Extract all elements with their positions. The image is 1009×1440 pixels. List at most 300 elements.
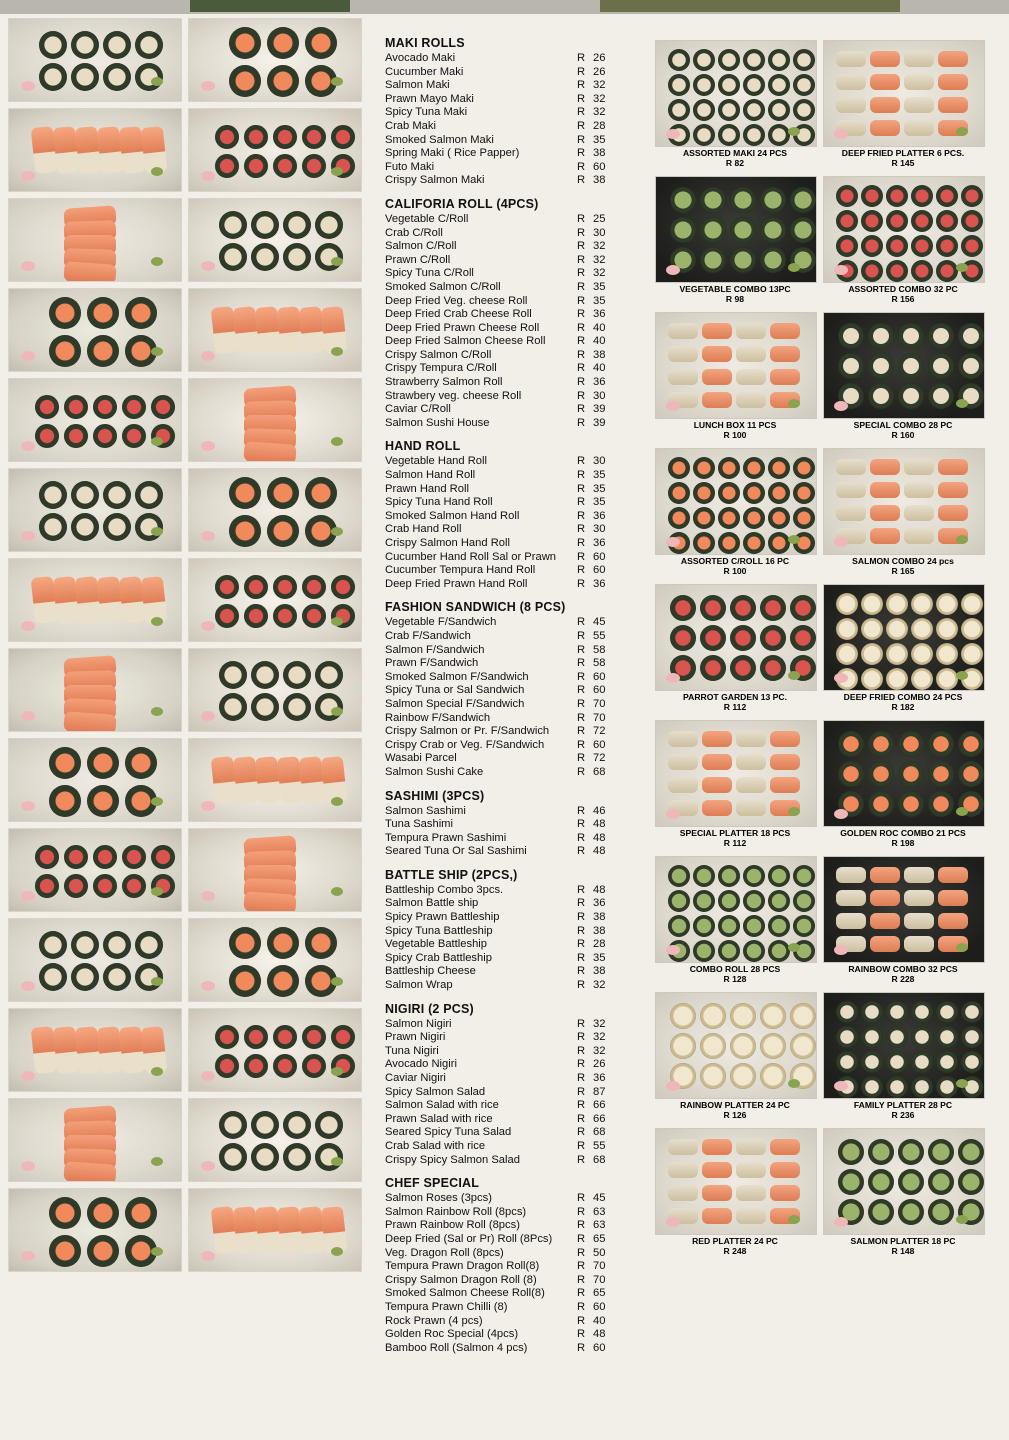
- sushi-piece: [215, 1025, 239, 1049]
- sushi-piece: [315, 211, 343, 239]
- menu-item-row: [385, 712, 645, 726]
- ginger-garnish: [666, 1081, 680, 1091]
- menu-item-price: 36: [593, 577, 606, 590]
- wasabi-garnish: [331, 797, 343, 806]
- menu-item-name: Crab Salad with rice: [385, 1139, 486, 1152]
- plate-background: [189, 1009, 361, 1091]
- platter-photo: [655, 40, 817, 147]
- menu-item-name: Cucumber Maki: [385, 65, 464, 78]
- sushi-piece: [911, 235, 933, 257]
- menu-item-row: [385, 805, 645, 819]
- currency-symbol: R: [577, 106, 586, 119]
- sushi-piece: [251, 211, 279, 239]
- sushi-piece: [836, 913, 866, 929]
- menu-item-name: Salmon Special F/Sandwich: [385, 697, 525, 710]
- sushi-piece: [743, 532, 765, 554]
- sushi-piece: [770, 731, 800, 747]
- sushi-piece: [790, 1003, 816, 1029]
- currency-symbol: R: [577, 147, 586, 160]
- sushi-piece: [215, 154, 239, 178]
- ginger-garnish: [666, 265, 680, 275]
- menu-item-name: Salmon Sashimi: [385, 804, 466, 817]
- sushi-piece: [793, 457, 815, 479]
- menu-item-price: 30: [593, 226, 606, 239]
- sushi-piece: [743, 865, 765, 887]
- menu-item-row: [385, 469, 645, 483]
- menu-item-row: [385, 1113, 645, 1127]
- sushi-piece: [693, 915, 715, 937]
- menu-item-price: 30: [593, 523, 606, 536]
- ginger-garnish: [201, 81, 215, 91]
- sushi-piece: [936, 1001, 958, 1023]
- ginger-garnish: [21, 171, 35, 181]
- currency-symbol: R: [577, 376, 586, 389]
- menu-section: [385, 197, 645, 431]
- currency-symbol: R: [577, 1058, 586, 1071]
- sushi-piece: [668, 507, 690, 529]
- sushi-piece: [938, 97, 968, 113]
- sushi-piece: [668, 1162, 698, 1178]
- currency-symbol: R: [577, 831, 586, 844]
- menu-item-name: Crispy Tempura C/Roll: [385, 362, 497, 375]
- currency-symbol: R: [577, 911, 586, 924]
- sushi-piece: [87, 1197, 119, 1229]
- menu-item-price: 60: [593, 1341, 606, 1354]
- sushi-piece: [911, 618, 933, 640]
- sushi-piece: [868, 731, 894, 757]
- menu-item-price: 60: [593, 670, 606, 683]
- menu-item-price: 68: [593, 1126, 606, 1139]
- menu-item-price: 48: [593, 845, 606, 858]
- sushi-piece: [836, 97, 866, 113]
- currency-symbol: R: [577, 1044, 586, 1057]
- menu-item-row: [385, 1301, 645, 1315]
- sushi-piece: [836, 185, 858, 207]
- menu-item-price: 48: [593, 883, 606, 896]
- menu-item-price: 26: [593, 65, 606, 78]
- menu-item-row: [385, 349, 645, 363]
- menu-item-name: Avocado Nigiri: [385, 1058, 457, 1071]
- menu-item-name: Salmon Nigiri: [385, 1017, 452, 1030]
- sushi-piece: [302, 125, 326, 149]
- currency-symbol: R: [577, 684, 586, 697]
- menu-item-name: Spicy Salmon Salad: [385, 1085, 486, 1098]
- sushi-piece: [305, 477, 337, 509]
- menu-item-row: [385, 884, 645, 898]
- menu-item-row: [385, 213, 645, 227]
- sushi-piece: [911, 185, 933, 207]
- sushi-piece: [219, 693, 247, 721]
- wasabi-garnish: [331, 437, 343, 446]
- wasabi-garnish: [151, 167, 163, 176]
- menu-item-row: [385, 725, 645, 739]
- sushi-piece: [870, 97, 900, 113]
- sushi-piece: [743, 940, 765, 962]
- sushi-piece: [938, 867, 968, 883]
- wasabi-garnish: [151, 887, 163, 896]
- currency-symbol: R: [577, 1341, 586, 1354]
- menu-item-name: Crispy Salmon Dragon Roll (8): [385, 1273, 537, 1286]
- platter-card: [823, 448, 983, 576]
- sushi-piece: [135, 481, 163, 509]
- sushi-piece: [125, 297, 157, 329]
- menu-item-name: Spicy Tuna C/Roll: [385, 267, 474, 280]
- menu-item-name: Golden Roc Special (4pcs): [385, 1328, 519, 1341]
- menu-item-price: 66: [593, 1099, 606, 1112]
- currency-symbol: R: [577, 738, 586, 751]
- menu-item-price: 35: [593, 951, 606, 964]
- menu-item-price: 68: [593, 1153, 606, 1166]
- sushi-piece: [273, 1054, 297, 1078]
- sushi-piece: [251, 1111, 279, 1139]
- ginger-garnish: [834, 1081, 848, 1091]
- menu-item-price: 60: [593, 550, 606, 563]
- menu-item-row: [385, 322, 645, 336]
- sushi-piece: [961, 593, 983, 615]
- platter-price: R 182: [891, 702, 915, 712]
- food-photo: [188, 738, 362, 822]
- sushi-piece: [103, 931, 131, 959]
- food-photo: [188, 198, 362, 282]
- ginger-garnish: [201, 981, 215, 991]
- menu-item-name: Prawn Nigiri: [385, 1031, 446, 1044]
- ginger-garnish: [21, 531, 35, 541]
- sushi-piece: [87, 785, 119, 817]
- menu-section-title: NIGIRI (2 PCS): [385, 1001, 474, 1016]
- menu-item-row: [385, 911, 645, 925]
- ginger-garnish: [834, 129, 848, 139]
- menu-item-name: Crab Maki: [385, 119, 436, 132]
- currency-symbol: R: [577, 1314, 586, 1327]
- sushi-piece: [668, 915, 690, 937]
- wasabi-garnish: [151, 797, 163, 806]
- currency-symbol: R: [577, 92, 586, 105]
- platter-photo: [655, 312, 817, 419]
- food-photo: [8, 738, 182, 822]
- ginger-garnish: [666, 537, 680, 547]
- sushi-piece: [868, 761, 894, 787]
- platter-name: VEGETABLE COMBO 13PC: [679, 284, 791, 294]
- platter-name: SPECIAL PLATTER 18 PCS: [679, 828, 791, 838]
- sushi-piece: [700, 187, 726, 213]
- wasabi-garnish: [788, 807, 800, 816]
- menu-item-row: [385, 684, 645, 698]
- menu-item-row: [385, 1342, 645, 1356]
- sushi-piece: [215, 125, 239, 149]
- sushi-piece: [730, 1003, 756, 1029]
- currency-symbol: R: [577, 1031, 586, 1044]
- menu-item-row: [385, 1328, 645, 1342]
- sushi-piece: [103, 963, 131, 991]
- sushi-piece: [718, 99, 740, 121]
- sushi-piece: [49, 785, 81, 817]
- menu-item-row: [385, 417, 645, 431]
- sushi-piece: [718, 865, 740, 887]
- sushi-piece: [836, 643, 858, 665]
- sushi-piece: [668, 99, 690, 121]
- ginger-garnish: [21, 891, 35, 901]
- menu-item-price: 70: [593, 1273, 606, 1286]
- platter-price: R 126: [723, 1110, 747, 1120]
- ginger-garnish: [201, 891, 215, 901]
- platter-photo: [655, 1128, 817, 1235]
- menu-item-price: 38: [593, 174, 606, 187]
- sushi-piece: [35, 874, 59, 898]
- platter-card: [655, 176, 815, 304]
- menu-item-row: [385, 362, 645, 376]
- sushi-piece: [861, 643, 883, 665]
- sushi-piece: [770, 1185, 800, 1201]
- currency-symbol: R: [577, 362, 586, 375]
- sushi-piece: [718, 49, 740, 71]
- sushi-piece: [886, 593, 908, 615]
- sushi-piece: [273, 575, 297, 599]
- sushi-piece: [700, 1033, 726, 1059]
- sushi-piece: [904, 74, 934, 90]
- currency-symbol: R: [577, 119, 586, 132]
- menu-item-price: 40: [593, 362, 606, 375]
- menu-item-price: 32: [593, 79, 606, 92]
- currency-symbol: R: [577, 670, 586, 683]
- sushi-piece: [868, 791, 894, 817]
- top-banner-right: [600, 0, 900, 12]
- sushi-piece: [718, 457, 740, 479]
- menu-item-row: [385, 1154, 645, 1168]
- sushi-piece: [670, 595, 696, 621]
- menu-item-name: Tempura Prawn Dragon Roll(8): [385, 1260, 540, 1273]
- wasabi-garnish: [331, 77, 343, 86]
- menu-item-price: 70: [593, 697, 606, 710]
- sushi-piece: [71, 931, 99, 959]
- sushi-piece: [668, 49, 690, 71]
- sushi-piece: [331, 125, 355, 149]
- menu-item-row: [385, 308, 645, 322]
- platter-card: [823, 1128, 983, 1256]
- menu-item-name: Smoked Salmon Cheese Roll(8): [385, 1287, 545, 1300]
- food-photo: [8, 198, 182, 282]
- currency-symbol: R: [577, 765, 586, 778]
- sushi-piece: [836, 1001, 858, 1023]
- ginger-garnish: [21, 981, 35, 991]
- menu-item-row: [385, 1126, 645, 1140]
- menu-item-row: [385, 240, 645, 254]
- sushi-piece: [770, 323, 800, 339]
- sushi-piece: [838, 353, 864, 379]
- sushi-piece: [911, 593, 933, 615]
- sushi-piece: [768, 74, 790, 96]
- food-photo: [8, 558, 182, 642]
- sushi-piece: [770, 1139, 800, 1155]
- sushi-piece: [71, 513, 99, 541]
- sushi-piece: [770, 346, 800, 362]
- sushi-piece: [760, 1003, 786, 1029]
- currency-symbol: R: [577, 133, 586, 146]
- menu-item-name: Salmon C/Roll: [385, 240, 457, 253]
- menu-item-name: Seared Tuna Or Sal Sashimi: [385, 845, 527, 858]
- sushi-piece: [63, 1161, 116, 1182]
- sushi-piece: [768, 457, 790, 479]
- platter-grid: [655, 40, 1003, 1264]
- menu-item-name: Crispy Salmon C/Roll: [385, 348, 492, 361]
- menu-item-row: [385, 657, 645, 671]
- food-photo: [188, 108, 362, 192]
- sushi-piece: [103, 513, 131, 541]
- sushi-piece: [670, 187, 696, 213]
- platter-column: [655, 40, 1003, 1264]
- menu-item-row: [385, 335, 645, 349]
- sushi-piece: [693, 890, 715, 912]
- sushi-piece: [958, 1139, 984, 1165]
- menu-item-row: [385, 818, 645, 832]
- sushi-piece: [870, 482, 900, 498]
- sushi-piece: [768, 865, 790, 887]
- sushi-piece: [736, 369, 766, 385]
- menu-item-row: [385, 766, 645, 780]
- platter-photo: [823, 176, 985, 283]
- currency-symbol: R: [577, 564, 586, 577]
- menu-item-name: Salmon Sushi Cake: [385, 765, 484, 778]
- sushi-piece: [898, 323, 924, 349]
- platter-card: [655, 992, 815, 1120]
- sushi-piece: [670, 217, 696, 243]
- sushi-piece: [790, 187, 816, 213]
- ginger-garnish: [201, 711, 215, 721]
- currency-symbol: R: [577, 79, 586, 92]
- menu-item-price: 35: [593, 482, 606, 495]
- platter-name: SPECIAL COMBO 28 PC: [853, 420, 953, 430]
- sushi-piece: [736, 731, 766, 747]
- menu-item-price: 30: [593, 455, 606, 468]
- menu-item-row: [385, 403, 645, 417]
- currency-symbol: R: [577, 335, 586, 348]
- sushi-piece: [730, 625, 756, 651]
- sushi-piece: [331, 1025, 355, 1049]
- platter-photo: [823, 312, 985, 419]
- sushi-piece: [836, 505, 866, 521]
- menu-item-name: Tuna Nigiri: [385, 1044, 439, 1057]
- sushi-piece: [693, 482, 715, 504]
- ginger-garnish: [21, 1161, 35, 1171]
- currency-symbol: R: [577, 725, 586, 738]
- sushi-piece: [71, 481, 99, 509]
- menu-item-row: [385, 1072, 645, 1086]
- wasabi-garnish: [331, 1067, 343, 1076]
- sushi-piece: [768, 49, 790, 71]
- platter-name: GOLDEN ROC COMBO 21 PCS: [840, 828, 966, 838]
- ginger-garnish: [21, 1251, 35, 1261]
- wasabi-garnish: [151, 707, 163, 716]
- sushi-piece: [836, 867, 866, 883]
- menu-item-row: [385, 1031, 645, 1045]
- sushi-piece: [904, 913, 934, 929]
- menu-item-row: [385, 616, 645, 630]
- sushi-piece: [836, 459, 866, 475]
- sushi-piece: [870, 936, 900, 952]
- sushi-piece: [928, 383, 954, 409]
- sushi-piece: [693, 532, 715, 554]
- menu-item-price: 63: [593, 1205, 606, 1218]
- ginger-garnish: [201, 801, 215, 811]
- currency-symbol: R: [577, 174, 586, 187]
- sushi-piece: [886, 1001, 908, 1023]
- platter-card: [655, 584, 815, 712]
- sushi-piece: [702, 731, 732, 747]
- menu-item-name: Salmon Rainbow Roll (8pcs): [385, 1205, 527, 1218]
- sushi-piece: [898, 791, 924, 817]
- wasabi-garnish: [151, 347, 163, 356]
- currency-symbol: R: [577, 752, 586, 765]
- currency-symbol: R: [577, 1246, 586, 1259]
- menu-item-name: Cucumber Hand Roll Sal or Prawn: [385, 550, 556, 563]
- sushi-piece: [736, 346, 766, 362]
- sushi-piece: [315, 661, 343, 689]
- wasabi-garnish: [788, 535, 800, 544]
- ginger-garnish: [834, 673, 848, 683]
- sushi-piece: [215, 604, 239, 628]
- currency-symbol: R: [577, 267, 586, 280]
- sushi-piece: [71, 31, 99, 59]
- platter-card: [823, 584, 983, 712]
- sushi-piece: [793, 482, 815, 504]
- menu-section: [385, 600, 645, 779]
- platter-card: [655, 40, 815, 168]
- food-photo: [8, 1008, 182, 1092]
- sushi-piece: [702, 323, 732, 339]
- sushi-piece: [122, 845, 146, 869]
- sushi-piece: [961, 643, 983, 665]
- sushi-piece: [961, 210, 983, 232]
- sushi-piece: [790, 595, 816, 621]
- platter-card: [655, 312, 815, 440]
- sushi-piece: [668, 482, 690, 504]
- sushi-piece: [961, 185, 983, 207]
- sushi-piece: [936, 643, 958, 665]
- menu-item-name: Veg. Dragon Roll (8pcs): [385, 1246, 504, 1259]
- sushi-piece: [836, 1026, 858, 1048]
- sushi-piece: [886, 235, 908, 257]
- menu-item-name: Prawn F/Sandwich: [385, 657, 479, 670]
- menu-section-title: MAKI ROLLS: [385, 36, 465, 50]
- wasabi-garnish: [956, 1215, 968, 1224]
- sushi-piece: [861, 618, 883, 640]
- sushi-piece: [961, 1001, 983, 1023]
- sushi-piece: [693, 940, 715, 962]
- sushi-piece: [730, 187, 756, 213]
- sushi-piece: [219, 1111, 247, 1139]
- menu-item-name: Strawbery veg. cheese Roll: [385, 389, 522, 402]
- currency-symbol: R: [577, 52, 586, 64]
- currency-symbol: R: [577, 804, 586, 817]
- menu-item-price: 40: [593, 1314, 606, 1327]
- menu-item-row: [385, 1247, 645, 1261]
- sushi-piece: [911, 1001, 933, 1023]
- sushi-piece: [718, 890, 740, 912]
- menu-item-row: [385, 578, 645, 592]
- sushi-piece: [760, 625, 786, 651]
- food-photo: [8, 18, 182, 102]
- sushi-piece: [868, 323, 894, 349]
- menu-item-price: 48: [593, 1328, 606, 1341]
- sushi-piece: [35, 424, 59, 448]
- food-photo: [8, 468, 182, 552]
- platter-card: [823, 992, 983, 1120]
- menu-item-price: 28: [593, 119, 606, 132]
- sushi-piece: [244, 1054, 268, 1078]
- sushi-piece: [870, 505, 900, 521]
- sushi-piece: [836, 593, 858, 615]
- menu-item-row: [385, 630, 645, 644]
- ginger-garnish: [666, 129, 680, 139]
